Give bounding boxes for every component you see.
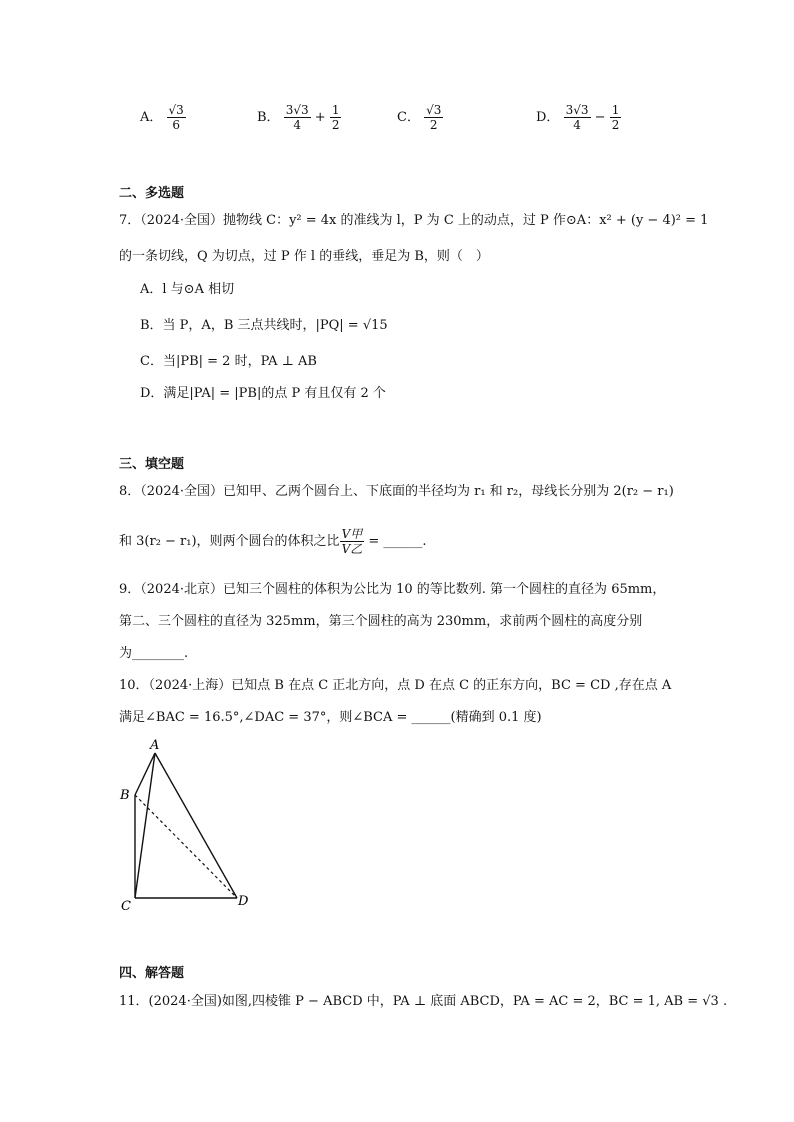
q6-option-d [536, 103, 621, 132]
q8-answer-blank: = ______. [364, 534, 427, 549]
label-b: B [120, 788, 130, 803]
fraction-denominator: 2 [331, 118, 340, 132]
q11-line1: 11．(2024·全国)如图,四棱锥 P − ABCD 中，PA ⊥ 底面 ABCD，PA = AC = 2，BC = 1, AB = √3 . [119, 994, 728, 1009]
fraction [330, 103, 342, 132]
option-letter: A． [140, 110, 163, 125]
volume-ratio-fraction [340, 527, 365, 556]
q7-line1: 7．（2024·全国）抛物线 C：y² = 4x 的准线为 l，P 为 C 上的动点，过 P 作⊙A：x² + (y − 4)² = 1 [119, 213, 709, 228]
q7-option-a: A．l 与⊙A 相切 [140, 282, 235, 297]
fraction-numerator: V甲 [341, 527, 363, 541]
q9-line3: 为________. [119, 646, 189, 661]
fraction-numerator: 1 [611, 103, 620, 117]
fraction [564, 103, 591, 132]
q6-option-a [140, 103, 186, 132]
segment-bd-dashed [135, 795, 237, 898]
fraction [424, 103, 443, 132]
label-a: A [150, 738, 160, 753]
q6-option-c [397, 103, 443, 132]
fraction-numerator: 3√3 [565, 103, 589, 117]
option-letter: C． [397, 110, 420, 125]
label-d: D [238, 894, 249, 909]
fraction-denominator: 6 [172, 118, 180, 132]
segment-ad [155, 753, 237, 898]
section-heading-multi: 二、多选题 [119, 186, 185, 201]
option-letter: B． [257, 110, 280, 125]
q9-line1: 9．（2024·北京）已知三个圆柱的体积为公比为 10 的等比数列. 第一个圆柱的直径为 65mm， [119, 582, 666, 597]
fraction-denominator: 2 [429, 118, 438, 132]
geometry-figure [110, 735, 270, 915]
operator: + [314, 110, 326, 125]
q10-line1: 10．（2024·上海）已知点 B 在点 C 正北方向，点 D 在点 C 的正东方向，BC = CD ,存在点 A [119, 678, 672, 693]
fraction [284, 103, 311, 132]
q7-option-d: D．满足|PA| = |PB|的点 P 有且仅有 2 个 [140, 386, 386, 401]
operator: − [594, 110, 606, 125]
section-heading-fill: 三、填空题 [119, 457, 185, 472]
fraction-denominator: 2 [611, 118, 620, 132]
q9-line2: 第二、三个圆柱的直径为 325mm，第三个圆柱的高为 230mm，求前两个圆柱的高度分别 [119, 614, 643, 629]
q7-option-c: C．当|PB| = 2 时，PA ⊥ AB [140, 354, 317, 369]
fraction-numerator: √3 [168, 103, 184, 117]
option-letter: D． [536, 110, 560, 125]
q8-line2 [119, 527, 427, 556]
fraction-numerator: √3 [426, 103, 442, 117]
fraction-numerator: 1 [331, 103, 340, 117]
q10-line2: 满足∠BAC = 16.5°,∠DAC = 37°，则∠BCA = ______(精确到 0.1 度) [119, 710, 542, 725]
fraction-denominator: 4 [293, 118, 301, 132]
section-heading-solve: 四、解答题 [119, 966, 185, 981]
fraction [610, 103, 622, 132]
fraction-denominator: 4 [573, 118, 581, 132]
q7-option-b: B．当 P，A，B 三点共线时，|PQ| = √15 [140, 318, 388, 333]
label-c: C [121, 899, 131, 914]
q6-option-b [257, 103, 341, 132]
fraction [167, 103, 186, 132]
fraction-numerator: 3√3 [285, 103, 309, 117]
fraction-denominator: V乙 [341, 542, 363, 556]
q8-line1: 8．（2024·全国）已知甲、乙两个圆台上、下底面的半径均为 r₁ 和 r₂，母线长分别为 2(r₂ − r₁) [119, 484, 674, 499]
q8-line2-text: 和 3(r₂ − r₁)，则两个圆台的体积之比 [119, 534, 340, 549]
q7-line2: 的一条切线，Q 为切点，过 P 作 l 的垂线，垂足为 B，则（ ） [119, 249, 489, 264]
